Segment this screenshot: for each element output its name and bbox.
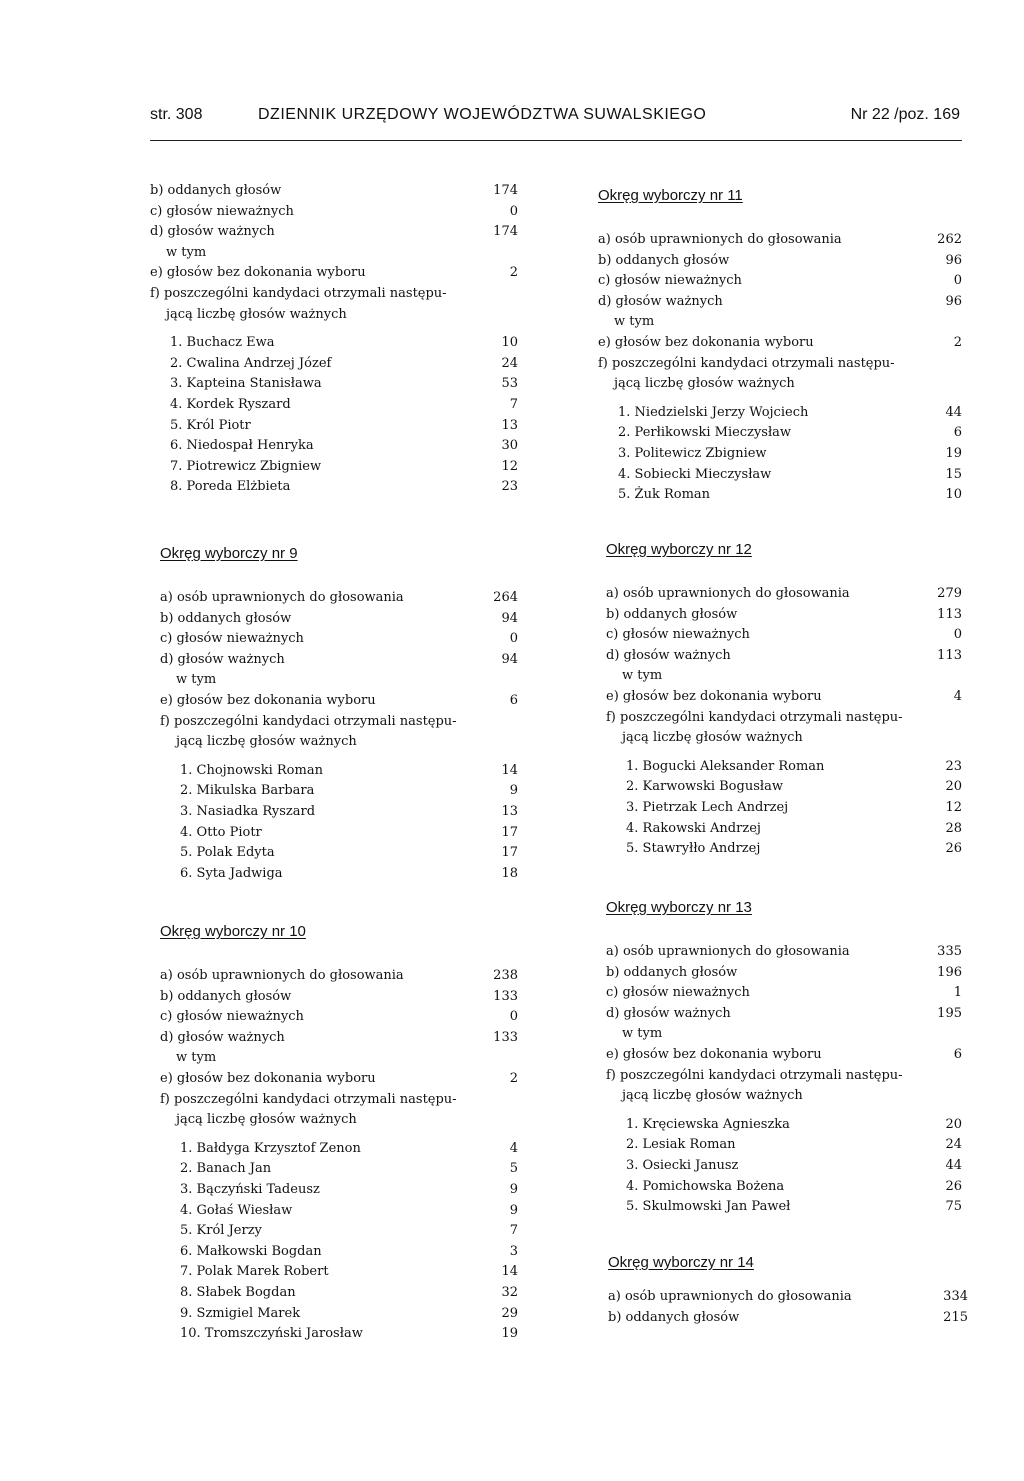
stat-label: d) głosów ważnych bbox=[150, 224, 275, 240]
candidate-votes: 13 bbox=[501, 417, 518, 433]
stat-row bbox=[160, 588, 518, 609]
candidate-name: 4. Gołaś Wiesław bbox=[180, 1202, 293, 1218]
district-block-11 bbox=[598, 186, 962, 506]
candidate-votes: 75 bbox=[945, 1199, 962, 1215]
candidate-name: 9. Szmigiel Marek bbox=[180, 1305, 301, 1321]
candidate-name: 3. Osiecki Janusz bbox=[626, 1157, 739, 1173]
candidate-name: 6. Niedospał Henryka bbox=[170, 438, 314, 454]
stat-label: e) głosów bez dokonania wyboru bbox=[150, 265, 366, 281]
stat-label: a) osób uprawnionych do głosowania bbox=[598, 232, 842, 247]
stat-row bbox=[160, 650, 518, 671]
district-block-continued bbox=[150, 181, 518, 498]
candidate-votes: 19 bbox=[501, 1326, 518, 1342]
stat-row bbox=[606, 646, 962, 667]
stat-row bbox=[606, 605, 962, 626]
spacer bbox=[598, 395, 962, 403]
candidate-row bbox=[606, 777, 962, 798]
candidate-votes: 12 bbox=[945, 799, 962, 815]
candidate-row bbox=[160, 843, 518, 864]
candidate-votes: 14 bbox=[501, 762, 518, 778]
candidate-name: 8. Słabek Bogdan bbox=[180, 1284, 296, 1300]
stat-label: c) głosów nieważnych bbox=[160, 631, 304, 647]
stat-row bbox=[606, 687, 962, 708]
stat-label: a) osób uprawnionych do głosowania bbox=[160, 590, 404, 605]
stat-row bbox=[606, 708, 962, 729]
stat-value: 335 bbox=[937, 944, 962, 959]
district-title: Okręg wyborczy nr 13 bbox=[606, 899, 752, 916]
stat-label: e) głosów bez dokonania wyboru bbox=[606, 688, 822, 704]
candidate-votes: 9 bbox=[509, 783, 518, 799]
candidate-votes: 24 bbox=[945, 1137, 962, 1153]
candidate-name: 10. Tromszczyński Jarosław bbox=[180, 1326, 363, 1342]
candidate-row bbox=[598, 465, 962, 486]
candidate-name: 3. Politewicz Zbigniew bbox=[618, 445, 767, 461]
candidate-votes: 3 bbox=[509, 1243, 518, 1259]
candidate-row bbox=[160, 1304, 518, 1325]
stat-label: c) głosów nieważnych bbox=[150, 203, 294, 219]
candidate-name: 3. Kapteina Stanisława bbox=[170, 376, 322, 392]
candidate-name: 2. Perłikowski Mieczysław bbox=[618, 425, 792, 441]
stat-label: e) głosów bez dokonania wyboru bbox=[598, 334, 814, 350]
candidate-row bbox=[150, 436, 518, 457]
candidate-row bbox=[606, 839, 962, 860]
stat-label: c) głosów nieważnych bbox=[160, 1009, 304, 1025]
candidate-votes: 17 bbox=[501, 845, 518, 861]
stat-label: a) osób uprawnionych do głosowania bbox=[606, 586, 850, 601]
spacer bbox=[160, 753, 518, 761]
stat-row bbox=[160, 1007, 518, 1028]
candidate-name: 5. Żuk Roman bbox=[618, 487, 711, 503]
candidate-row bbox=[160, 1180, 518, 1201]
candidate-name: 3. Bączyński Tadeusz bbox=[180, 1181, 320, 1197]
stat-label: a) osób uprawnionych do głosowania bbox=[608, 1289, 852, 1304]
stat-label: b) oddanych głosów bbox=[160, 610, 292, 626]
candidate-votes: 17 bbox=[501, 824, 518, 840]
candidate-votes: 9 bbox=[509, 1202, 518, 1218]
stat-value: 0 bbox=[509, 1009, 518, 1025]
candidate-row bbox=[150, 374, 518, 395]
stat-label: w tym bbox=[614, 314, 655, 330]
candidate-name: 8. Poreda Elżbieta bbox=[170, 479, 291, 495]
stat-label: jącą liczbę głosów ważnych bbox=[166, 306, 347, 322]
stat-value: 279 bbox=[937, 586, 962, 601]
page-header bbox=[150, 106, 960, 128]
candidate-name: 4. Pomichowska Bożena bbox=[626, 1178, 785, 1194]
candidate-name: 2. Banach Jan bbox=[180, 1161, 272, 1177]
stat-row bbox=[598, 292, 962, 313]
stat-label: c) głosów nieważnych bbox=[606, 627, 750, 643]
spacer bbox=[606, 749, 962, 757]
stat-label: b) oddanych głosów bbox=[160, 988, 292, 1004]
candidate-votes: 7 bbox=[509, 396, 518, 412]
stat-label: d) głosów ważnych bbox=[606, 647, 731, 663]
stat-value: 113 bbox=[937, 606, 962, 622]
stat-row bbox=[598, 230, 962, 251]
stat-row bbox=[160, 987, 518, 1008]
candidate-name: 5. Król Jerzy bbox=[180, 1223, 262, 1239]
stat-label: jącą liczbę głosów ważnych bbox=[622, 730, 803, 746]
stat-row bbox=[606, 1045, 962, 1066]
stat-value: 0 bbox=[953, 273, 962, 289]
candidate-votes: 9 bbox=[509, 1181, 518, 1197]
candidate-name: 5. Skulmowski Jan Paweł bbox=[626, 1199, 791, 1215]
stat-label: w tym bbox=[166, 244, 207, 260]
stat-label: f) poszczególni kandydaci otrzymali następu- bbox=[160, 1091, 457, 1107]
candidate-row bbox=[598, 423, 962, 444]
stat-row bbox=[598, 312, 962, 333]
stat-value: 0 bbox=[509, 203, 518, 219]
stat-row bbox=[150, 263, 518, 284]
candidate-votes: 18 bbox=[501, 865, 518, 881]
stat-label: w tym bbox=[176, 1050, 217, 1066]
candidate-votes: 13 bbox=[501, 803, 518, 819]
stat-label: e) głosów bez dokonania wyboru bbox=[160, 1070, 376, 1086]
stat-value: 2 bbox=[953, 334, 962, 350]
stat-row bbox=[150, 202, 518, 223]
stat-value: 262 bbox=[937, 232, 962, 247]
candidate-row bbox=[160, 1324, 518, 1345]
candidate-row bbox=[160, 781, 518, 802]
district-block-9 bbox=[160, 544, 518, 884]
issue-number: Nr 22 /poz. 169 bbox=[850, 106, 960, 123]
stat-label: b) oddanych głosów bbox=[150, 183, 282, 198]
stat-label: f) poszczególni kandydaci otrzymali następu- bbox=[598, 355, 895, 371]
stat-row bbox=[606, 983, 962, 1004]
candidate-votes: 10 bbox=[501, 335, 518, 351]
candidate-row bbox=[606, 819, 962, 840]
stat-value: 174 bbox=[493, 183, 518, 198]
candidate-row bbox=[598, 403, 962, 424]
stat-value: 0 bbox=[509, 631, 518, 647]
candidate-votes: 10 bbox=[945, 487, 962, 503]
candidate-row bbox=[606, 757, 962, 778]
stat-value: 133 bbox=[493, 1029, 518, 1045]
stat-row bbox=[160, 1028, 518, 1049]
candidate-votes: 29 bbox=[501, 1305, 518, 1321]
candidate-votes: 7 bbox=[509, 1223, 518, 1239]
stat-row bbox=[150, 181, 518, 202]
stat-row bbox=[160, 1110, 518, 1131]
stat-value: 4 bbox=[953, 688, 962, 704]
stat-value: 238 bbox=[493, 968, 518, 983]
stat-value: 1 bbox=[953, 985, 962, 1001]
candidate-votes: 20 bbox=[945, 779, 962, 795]
candidate-row bbox=[160, 1159, 518, 1180]
candidate-row bbox=[598, 444, 962, 465]
stat-row bbox=[606, 963, 962, 984]
stat-label: d) głosów ważnych bbox=[160, 1029, 285, 1045]
district-title: Okręg wyborczy nr 10 bbox=[160, 923, 306, 940]
stat-row bbox=[160, 1069, 518, 1090]
candidate-name: 2. Karwowski Bogusław bbox=[626, 779, 783, 795]
candidate-votes: 6 bbox=[953, 425, 962, 441]
stat-row bbox=[606, 1086, 962, 1107]
stat-label: jącą liczbę głosów ważnych bbox=[622, 1088, 803, 1104]
district-block-13 bbox=[606, 898, 962, 1218]
district-title: Okręg wyborczy nr 12 bbox=[606, 541, 752, 558]
candidate-name: 1. Niedzielski Jerzy Wojciech bbox=[618, 404, 809, 420]
candidate-name: 1. Kręciewska Agnieszka bbox=[626, 1116, 790, 1132]
candidate-votes: 14 bbox=[501, 1264, 518, 1280]
candidate-name: 1. Buchacz Ewa bbox=[170, 335, 275, 351]
stat-row bbox=[160, 629, 518, 650]
stat-row bbox=[160, 609, 518, 630]
stat-row bbox=[160, 712, 518, 733]
candidate-votes: 19 bbox=[945, 445, 962, 461]
district-block-12 bbox=[606, 540, 962, 860]
stat-value: 2 bbox=[509, 1070, 518, 1086]
stat-row bbox=[606, 584, 962, 605]
candidate-row bbox=[606, 1177, 962, 1198]
candidate-name: 1. Bogucki Aleksander Roman bbox=[626, 758, 825, 774]
stat-row bbox=[606, 1004, 962, 1025]
candidate-row bbox=[160, 864, 518, 885]
stat-label: e) głosów bez dokonania wyboru bbox=[160, 692, 376, 708]
candidate-name: 5. Król Piotr bbox=[170, 417, 251, 433]
stat-value: 94 bbox=[501, 610, 518, 626]
district-block-14 bbox=[608, 1253, 968, 1328]
stat-label: jącą liczbę głosów ważnych bbox=[176, 734, 357, 750]
header-rule bbox=[150, 140, 962, 141]
stat-label: w tym bbox=[622, 668, 663, 684]
stat-row bbox=[150, 243, 518, 264]
stat-row bbox=[608, 1308, 968, 1329]
stat-label: d) głosów ważnych bbox=[606, 1005, 731, 1021]
stat-label: w tym bbox=[622, 1026, 663, 1042]
stat-row bbox=[150, 284, 518, 305]
candidate-name: 3. Nasiadka Ryszard bbox=[180, 803, 316, 819]
stat-value: 6 bbox=[953, 1046, 962, 1062]
stat-row bbox=[160, 732, 518, 753]
candidate-name: 7. Polak Marek Robert bbox=[180, 1264, 329, 1280]
stat-value: 334 bbox=[943, 1289, 968, 1304]
candidate-votes: 32 bbox=[501, 1284, 518, 1300]
spacer bbox=[150, 325, 518, 333]
candidate-name: 2. Mikulska Barbara bbox=[180, 783, 315, 799]
stat-label: f) poszczególni kandydaci otrzymali następu- bbox=[160, 713, 457, 729]
stat-row bbox=[598, 354, 962, 375]
candidate-row bbox=[150, 416, 518, 437]
candidate-name: 3. Pietrzak Lech Andrzej bbox=[626, 799, 789, 815]
stat-row bbox=[606, 942, 962, 963]
stat-value: 6 bbox=[509, 692, 518, 708]
candidate-row bbox=[160, 1139, 518, 1160]
stat-value: 2 bbox=[509, 265, 518, 281]
spacer bbox=[160, 1131, 518, 1139]
candidate-votes: 53 bbox=[501, 376, 518, 392]
stat-value: 0 bbox=[953, 627, 962, 643]
candidate-row bbox=[160, 1201, 518, 1222]
candidate-row bbox=[606, 798, 962, 819]
candidate-row bbox=[160, 802, 518, 823]
stat-label: a) osób uprawnionych do głosowania bbox=[606, 944, 850, 959]
candidate-votes: 23 bbox=[501, 479, 518, 495]
candidate-row bbox=[160, 1283, 518, 1304]
candidate-row bbox=[606, 1156, 962, 1177]
candidate-name: 4. Otto Piotr bbox=[180, 824, 262, 840]
stat-row bbox=[608, 1287, 968, 1308]
candidate-name: 1. Bałdyga Krzysztof Zenon bbox=[180, 1140, 361, 1156]
journal-title: DZIENNIK URZĘDOWY WOJEWÓDZTWA SUWALSKIEGO bbox=[258, 106, 707, 123]
candidate-name: 6. Małkowski Bogdan bbox=[180, 1243, 322, 1259]
stat-label: d) głosów ważnych bbox=[598, 293, 723, 309]
candidate-name: 5. Stawryłło Andrzej bbox=[626, 841, 761, 857]
stat-label: c) głosów nieważnych bbox=[598, 273, 742, 289]
candidate-row bbox=[150, 333, 518, 354]
stat-row bbox=[598, 251, 962, 272]
candidate-votes: 26 bbox=[945, 841, 962, 857]
stat-label: f) poszczególni kandydaci otrzymali następu- bbox=[150, 285, 447, 301]
candidate-votes: 26 bbox=[945, 1178, 962, 1194]
stat-value: 113 bbox=[937, 647, 962, 663]
candidate-name: 4. Rakowski Andrzej bbox=[626, 820, 761, 836]
candidate-row bbox=[606, 1115, 962, 1136]
stat-value: 96 bbox=[945, 293, 962, 309]
spacer bbox=[606, 1107, 962, 1115]
candidate-row bbox=[160, 1221, 518, 1242]
candidate-row bbox=[160, 761, 518, 782]
stat-label: jącą liczbę głosów ważnych bbox=[614, 376, 795, 392]
candidate-name: 7. Piotrewicz Zbigniew bbox=[170, 458, 322, 474]
candidate-name: 4. Kordek Ryszard bbox=[170, 396, 291, 412]
stat-label: b) oddanych głosów bbox=[606, 964, 738, 980]
stat-label: b) oddanych głosów bbox=[598, 252, 730, 268]
district-title: Okręg wyborczy nr 9 bbox=[160, 545, 298, 562]
stat-value: 133 bbox=[493, 988, 518, 1004]
candidate-votes: 20 bbox=[945, 1116, 962, 1132]
candidate-name: 6. Syta Jadwiga bbox=[180, 865, 283, 881]
candidate-votes: 44 bbox=[945, 1157, 962, 1173]
stat-label: f) poszczególni kandydaci otrzymali następu- bbox=[606, 709, 903, 725]
candidate-name: 1. Chojnowski Roman bbox=[180, 762, 323, 778]
stat-value: 195 bbox=[937, 1005, 962, 1021]
stat-row bbox=[598, 333, 962, 354]
candidate-name: 2. Cwalina Andrzej Józef bbox=[170, 355, 332, 371]
candidate-row bbox=[150, 457, 518, 478]
candidate-row bbox=[160, 1262, 518, 1283]
stat-row bbox=[150, 222, 518, 243]
stat-label: b) oddanych głosów bbox=[608, 1309, 740, 1325]
candidate-row bbox=[150, 354, 518, 375]
candidate-votes: 12 bbox=[501, 458, 518, 474]
stat-value: 94 bbox=[501, 651, 518, 667]
district-title: Okręg wyborczy nr 11 bbox=[598, 187, 743, 204]
candidate-votes: 28 bbox=[945, 820, 962, 836]
stat-row bbox=[160, 670, 518, 691]
stat-label: f) poszczególni kandydaci otrzymali następu- bbox=[606, 1067, 903, 1083]
candidate-row bbox=[160, 823, 518, 844]
stat-value: 215 bbox=[943, 1309, 968, 1325]
stat-row bbox=[598, 374, 962, 395]
stat-row bbox=[606, 1066, 962, 1087]
candidate-votes: 44 bbox=[945, 404, 962, 420]
candidate-votes: 23 bbox=[945, 758, 962, 774]
stat-value: 264 bbox=[493, 590, 518, 605]
stat-row bbox=[160, 966, 518, 987]
candidate-row bbox=[160, 1242, 518, 1263]
stat-value: 96 bbox=[945, 252, 962, 268]
page-number: str. 308 bbox=[150, 106, 203, 123]
candidate-row bbox=[598, 485, 962, 506]
stat-label: a) osób uprawnionych do głosowania bbox=[160, 968, 404, 983]
candidate-votes: 24 bbox=[501, 355, 518, 371]
stat-row bbox=[606, 666, 962, 687]
stat-row bbox=[606, 1024, 962, 1045]
stat-label: e) głosów bez dokonania wyboru bbox=[606, 1046, 822, 1062]
stat-row bbox=[606, 728, 962, 749]
stat-row bbox=[150, 305, 518, 326]
stat-label: jącą liczbę głosów ważnych bbox=[176, 1112, 357, 1128]
district-title: Okręg wyborczy nr 14 bbox=[608, 1254, 754, 1271]
stat-row bbox=[160, 1048, 518, 1069]
stat-row bbox=[160, 1090, 518, 1111]
candidate-votes: 4 bbox=[509, 1140, 518, 1156]
candidate-votes: 15 bbox=[945, 466, 962, 482]
candidate-row bbox=[606, 1197, 962, 1218]
candidate-name: 4. Sobiecki Mieczysław bbox=[618, 466, 772, 482]
candidate-row bbox=[606, 1135, 962, 1156]
stat-value: 196 bbox=[937, 964, 962, 980]
candidate-row bbox=[150, 477, 518, 498]
district-block-10 bbox=[160, 922, 518, 1345]
stat-label: b) oddanych głosów bbox=[606, 606, 738, 622]
candidate-row bbox=[150, 395, 518, 416]
stat-value: 174 bbox=[493, 224, 518, 240]
candidate-name: 2. Lesiak Roman bbox=[626, 1137, 736, 1153]
candidate-name: 5. Polak Edyta bbox=[180, 845, 275, 861]
stat-label: d) głosów ważnych bbox=[160, 651, 285, 667]
stat-row bbox=[598, 271, 962, 292]
candidate-votes: 5 bbox=[509, 1161, 518, 1177]
stat-label: c) głosów nieważnych bbox=[606, 985, 750, 1001]
candidate-votes: 30 bbox=[501, 438, 518, 454]
stat-row bbox=[160, 691, 518, 712]
stat-row bbox=[606, 625, 962, 646]
stat-label: w tym bbox=[176, 672, 217, 688]
